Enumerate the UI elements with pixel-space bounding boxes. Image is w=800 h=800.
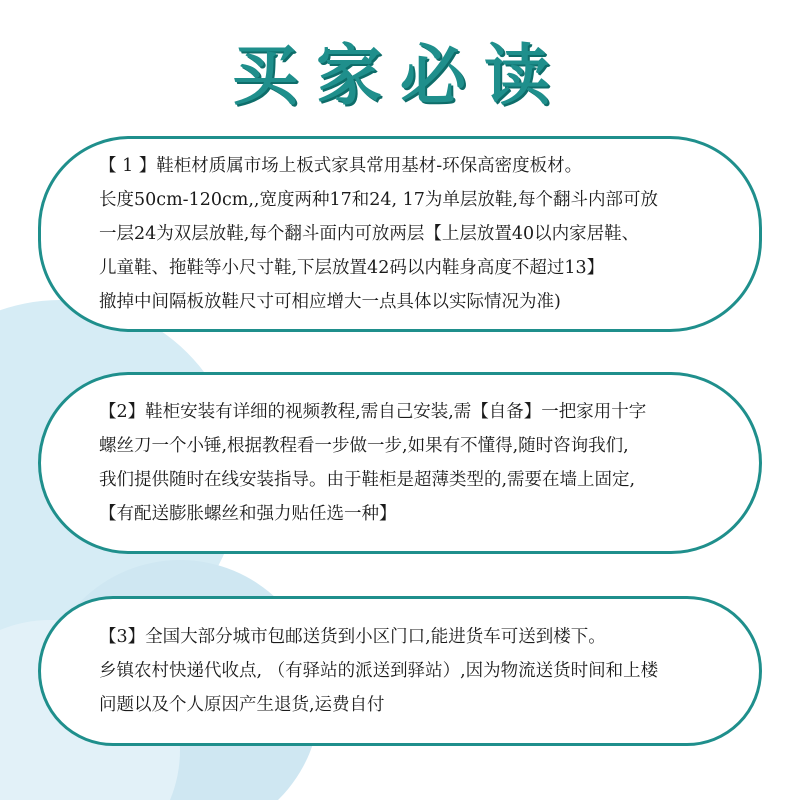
notice-line: 螺丝刀一个小锤,根据教程看一步做一步,如果有不懂得,随时咨询我们, <box>99 436 629 456</box>
page-title: 买家必读 <box>232 36 568 114</box>
notice-line: 一层24为双层放鞋,每个翻斗面内可放两层【上层放置40以内家居鞋、 <box>99 224 640 244</box>
notice-line: 【 1 】鞋柜材质属市场上板式家具常用基材-环保高密度板材。 <box>99 156 583 176</box>
notice-card-3 <box>38 596 762 746</box>
notice-card-2 <box>38 372 762 554</box>
notice-card-1 <box>38 136 762 332</box>
notice-line: 【有配送膨胀螺丝和强力贴任选一种】 <box>99 504 397 524</box>
notice-line: 【2】鞋柜安装有详细的视频教程,需自己安装,需【自备】一把家用十字 <box>99 402 647 422</box>
notice-line: 长度50cm-120cm,,宽度两种17和24, 17为单层放鞋,每个翻斗内部可放 <box>99 190 658 210</box>
notice-line: 我们提供随时在线安装指导。由于鞋柜是超薄类型的,需要在墙上固定, <box>99 470 636 490</box>
notice-line: 撤掉中间隔板放鞋尺寸可相应增大一点具体以实际情况为准) <box>99 292 561 312</box>
notice-line: 乡镇农村快递代收点, （有驿站的派送到驿站）,因为物流送货时间和上楼 <box>99 661 659 681</box>
notice-line: 儿童鞋、拖鞋等小尺寸鞋,下层放置42码以内鞋身高度不超过13】 <box>99 258 605 278</box>
notice-line: 【3】全国大部分城市包邮送货到小区门口,能进货车可送到楼下。 <box>99 627 606 647</box>
notice-line: 问题以及个人原因产生退货,运费自付 <box>99 695 385 715</box>
